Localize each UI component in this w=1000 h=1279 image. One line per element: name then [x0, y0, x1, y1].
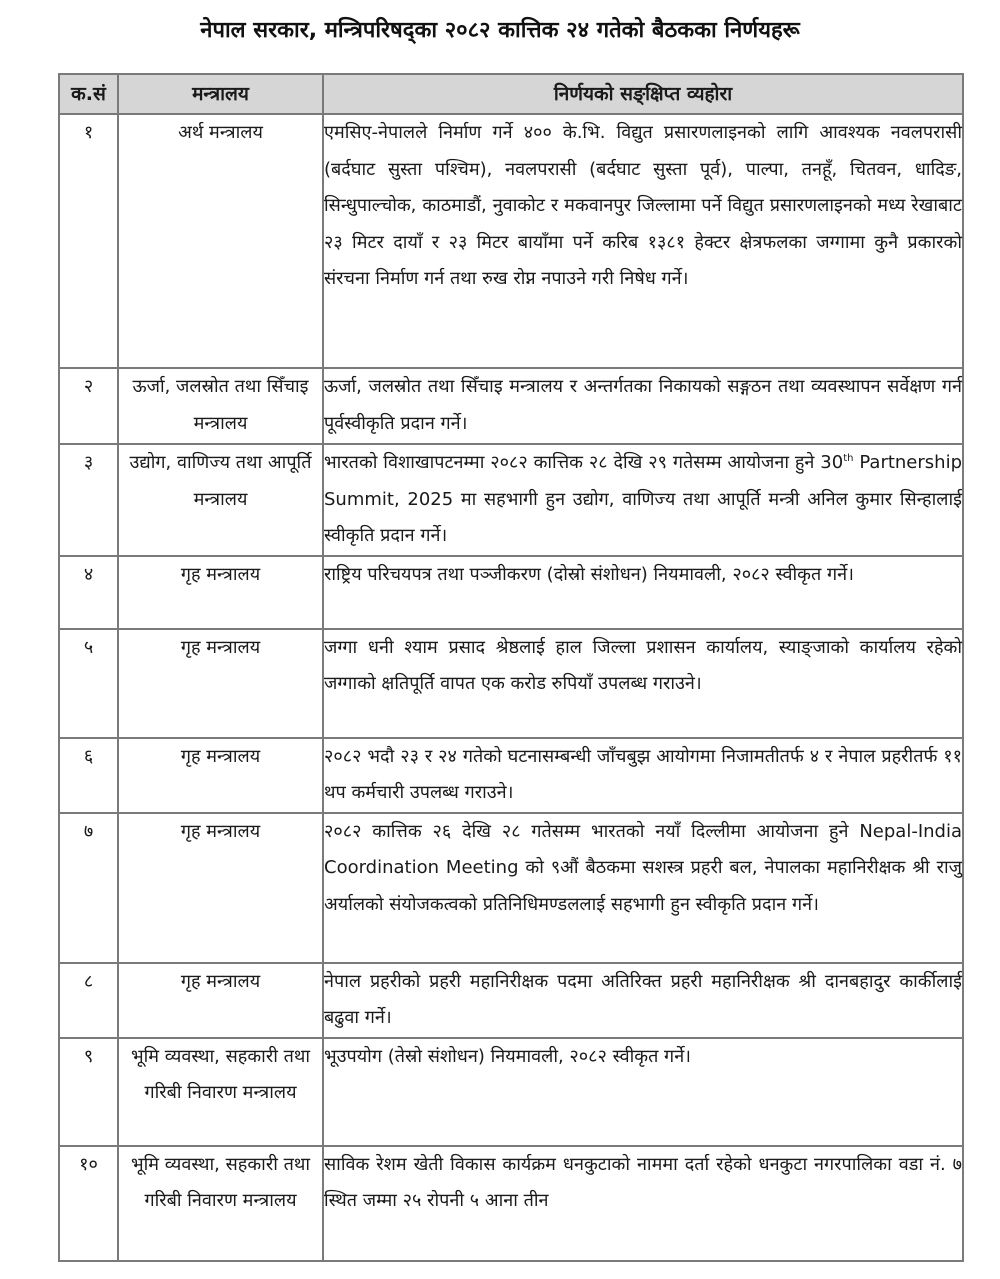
header-serial-number: क.सं	[59, 74, 118, 114]
row-ministry: अर्थ मन्त्रालय	[118, 114, 323, 368]
row-decision: ऊर्जा, जलस्रोत तथा सिँचाइ मन्त्रालय र अन्तर्गतका निकायको सङ्गठन तथा व्यवस्थापन सर्वेक्षण गर्न पूर्वस्वीकृति प्रदान गर्ने।	[323, 368, 963, 444]
table-row	[59, 963, 963, 1038]
row-ministry: गृह मन्त्रालय	[118, 738, 323, 813]
row-ministry: भूमि व्यवस्था, सहकारी तथा गरिबी निवारण मन्त्रालय	[118, 1146, 323, 1261]
table-row	[59, 368, 963, 444]
table-row	[59, 114, 963, 368]
row-ministry: गृह मन्त्रालय	[118, 813, 323, 963]
row-decision: साविक रेशम खेती विकास कार्यक्रम धनकुटाको नाममा दर्ता रहेको धनकुटा नगरपालिका वडा नं. ७ स्थित जम्मा २५ रोपनी ५ आना तीन	[323, 1146, 963, 1261]
table-row	[59, 738, 963, 813]
row-decision-part-2: Partnership Summit, 2025 मा सहभागी हुन उद्योग, वाणिज्य तथा आपूर्ति मन्त्री अनिल कुमार सिन्हालाई स्वीकृति प्रदान गर्ने।	[324, 452, 962, 546]
row-ministry: गृह मन्त्रालय	[118, 629, 323, 738]
table-row	[59, 813, 963, 963]
row-decision: नेपाल प्रहरीको प्रहरी महानिरीक्षक पदमा अतिरिक्त प्रहरी महानिरीक्षक श्री दानबहादुर कार्कीलाई बढुवा गर्ने।	[323, 963, 963, 1038]
table-header-row	[59, 74, 963, 114]
table-row	[59, 1038, 963, 1146]
row-ministry: भूमि व्यवस्था, सहकारी तथा गरिबी निवारण मन्त्रालय	[118, 1038, 323, 1146]
table-row	[59, 629, 963, 738]
row-number: ६	[59, 738, 118, 813]
row-decision: राष्ट्रिय परिचयपत्र तथा पञ्जीकरण (दोस्रो संशोधन) नियमावली, २०८२ स्वीकृत गर्ने।	[323, 556, 963, 629]
document-title: नेपाल सरकार, मन्त्रिपरिषद्का २०८२ कात्तिक २४ गतेको बैठकका निर्णयहरू	[200, 18, 800, 43]
row-number: २	[59, 368, 118, 444]
row-number: १	[59, 114, 118, 368]
decisions-table	[58, 73, 964, 1262]
row-number: ७	[59, 813, 118, 963]
table-row	[59, 556, 963, 629]
row-decision	[323, 444, 963, 556]
row-ministry: ऊर्जा, जलस्रोत तथा सिँचाइ मन्त्रालय	[118, 368, 323, 444]
row-decision: जग्गा धनी श्याम प्रसाद श्रेष्ठलाई हाल जिल्ला प्रशासन कार्यालय, स्याङ्जाको कार्यालय रहेको जग्गाको क्षतिपूर्ति वापत एक करोड रुपियाँ उपलब्ध गराउने।	[323, 629, 963, 738]
row-ministry: उद्योग, वाणिज्य तथा आपूर्ति मन्त्रालय	[118, 444, 323, 556]
row-number: ५	[59, 629, 118, 738]
row-decision-part-1: भारतको विशाखापटनम्मा २०८२ कात्तिक २८ देखि २९ गतेसम्म आयोजना हुने 30	[324, 452, 844, 473]
header-decision-summary: निर्णयको सङ्क्षिप्त व्यहोरा	[323, 74, 963, 114]
header-ministry: मन्त्रालय	[118, 74, 323, 114]
row-decision: २०८२ भदौ २३ र २४ गतेको घटनासम्बन्धी जाँचबुझ आयोगमा निजामतीतर्फ ४ र नेपाल प्रहरीतर्फ ११ थप कर्मचारी उपलब्ध गराउने।	[323, 738, 963, 813]
row-number: ४	[59, 556, 118, 629]
row-number: १०	[59, 1146, 118, 1261]
ordinal-suffix: th	[843, 453, 854, 464]
row-decision: २०८२ कात्तिक २६ देखि २८ गतेसम्म भारतको नयाँ दिल्लीमा आयोजना हुने Nepal-India Coordination Meeting को ९औं बैठकमा सशस्त्र प्रहरी बल, नेपालका महानिरीक्षक श्री राजु अर्यालको संयोजकत्वको प्रतिनिधिमण्डललाई सहभागी हुन स्वीकृति प्रदान गर्ने।	[323, 813, 963, 963]
row-number: ८	[59, 963, 118, 1038]
table-row	[59, 444, 963, 556]
table-row	[59, 1146, 963, 1261]
row-ministry: गृह मन्त्रालय	[118, 963, 323, 1038]
row-ministry: गृह मन्त्रालय	[118, 556, 323, 629]
row-number: ९	[59, 1038, 118, 1146]
row-decision: भूउपयोग (तेस्रो संशोधन) नियमावली, २०८२ स्वीकृत गर्ने।	[323, 1038, 963, 1146]
row-number: ३	[59, 444, 118, 556]
row-decision: एमसिए-नेपालले निर्माण गर्ने ४०० के.भि. विद्युत प्रसारणलाइनको लागि आवश्यक नवलपरासी (बर्दघाट सुस्ता पश्चिम), नवलपरासी (बर्दघाट सुस्ता पूर्व), पाल्पा, तनहूँ, चितवन, धादिङ, सिन्धुपाल्चोक, काठमाडौं, नुवाकोट र मकवानपुर जिल्लामा पर्ने विद्युत प्रसारणलाइनको मध्य रेखाबाट २३ मिटर दायाँ र २३ मिटर बायाँमा पर्ने करिब १३८१ हेक्टर क्षेत्रफलका जग्गामा कुनै प्रकारको संरचना निर्माण गर्न तथा रुख रोप्न नपाउने गरी निषेध गर्ने।	[323, 114, 963, 368]
